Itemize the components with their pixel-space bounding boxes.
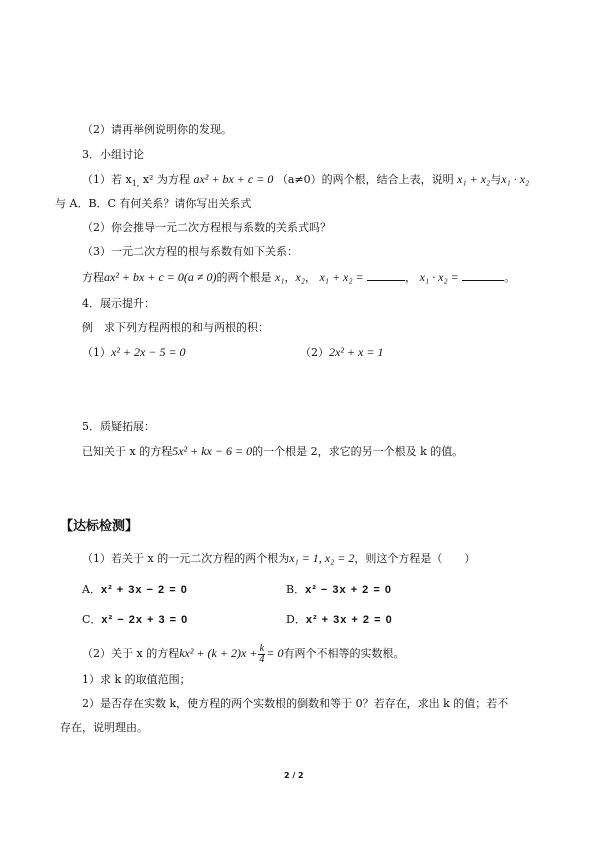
sum-of-roots: x₁ + x₂ = [319,270,364,284]
product-blank[interactable] [462,270,504,281]
check-question-2: （2）关于 x 的方程kx² + (k + 2)x + $\frac{k}{4}$ = 0有两个不相等的实数根。 [82,642,405,665]
check-sub-1: 1）求 k 的取值范围； [82,673,191,686]
section-4-example: 例 求下列方程两根的和与两根的积： [82,321,269,334]
section-3-relation-line: 方程ax² + bx + c = 0(a ≠ 0)的两个根是 x₁，x₂， x₁ + x₂ = ， x₁ · x₂ = 。 [82,270,516,284]
question-2-line: （2）请再举例说明你的发现。 [82,123,232,136]
check-question-1: （1）若关于 x 的一元二次方程的两个根为x₁ = 1, x₂ = 2，则这个方程是（ ） [82,551,476,565]
example-equation-1: （1）x² + 2x − 5 = 0 [82,345,186,359]
section-5-problem: 已知关于 x 的方程5x² + kx − 6 = 0的一个根是 2，求它的另一个根及 k 的值。 [82,444,464,458]
problem-equation: 5x² + kx − 6 = 0 [172,444,253,458]
quadratic-equation: ax² + bx + c = 0 [193,172,274,186]
page-number: 2 / 2 [284,771,304,780]
general-quadratic: ax² + bx + c = 0(a ≠ 0) [104,270,217,284]
option-c[interactable]: C．x² − 2x + 3 = 0 [82,613,189,626]
option-b[interactable]: B．x² − 3x + 2 = 0 [286,583,392,596]
sum-expression: x₁ + x₂ [457,172,491,186]
section-3-p3: （3）一元二次方程的根与系数有如下关系： [82,245,298,258]
section-3-p1: （1）若 $x_{1,}$ x² 为方程 ax² + bx + c = 0 （a≠0）的两个根，结合上表，说明 x₁ + x₂与x₁ · x₂ [82,172,530,189]
check-heading: 【达标检测】 [60,519,139,534]
option-d[interactable]: D．x² + 3x + 2 = 0 [286,613,393,626]
product-of-roots: x₁ · x₂ = [419,270,459,284]
section-3-p1-continued: 与 A．B．C 有何关系？请你写出关系式 [55,197,252,210]
section-3-title: 3．小组讨论 [82,148,144,161]
option-a[interactable]: A．x² + 3x − 2 = 0 [82,583,188,596]
fraction-k-over-4: $\frac{k}{4}$ [259,642,265,665]
section-3-p2: （2）你会推导一元二次方程根与系数的关系式吗？ [82,221,331,234]
product-expression: x₁ · x₂ [501,172,530,186]
section-5-title: 5．质疑拓展： [82,420,155,433]
check-sub-2a: 2）是否存在实数 k，使方程的两个实数根的倒数和等于 0？若存在，求出 k 的值；若不 [82,697,509,710]
sum-blank[interactable] [367,270,405,281]
example-equation-2: （2）2x² + x = 1 [300,345,384,359]
section-4-title: 4．展示提升： [82,297,155,310]
check-sub-2b: 存在，说明理由。 [60,721,148,734]
